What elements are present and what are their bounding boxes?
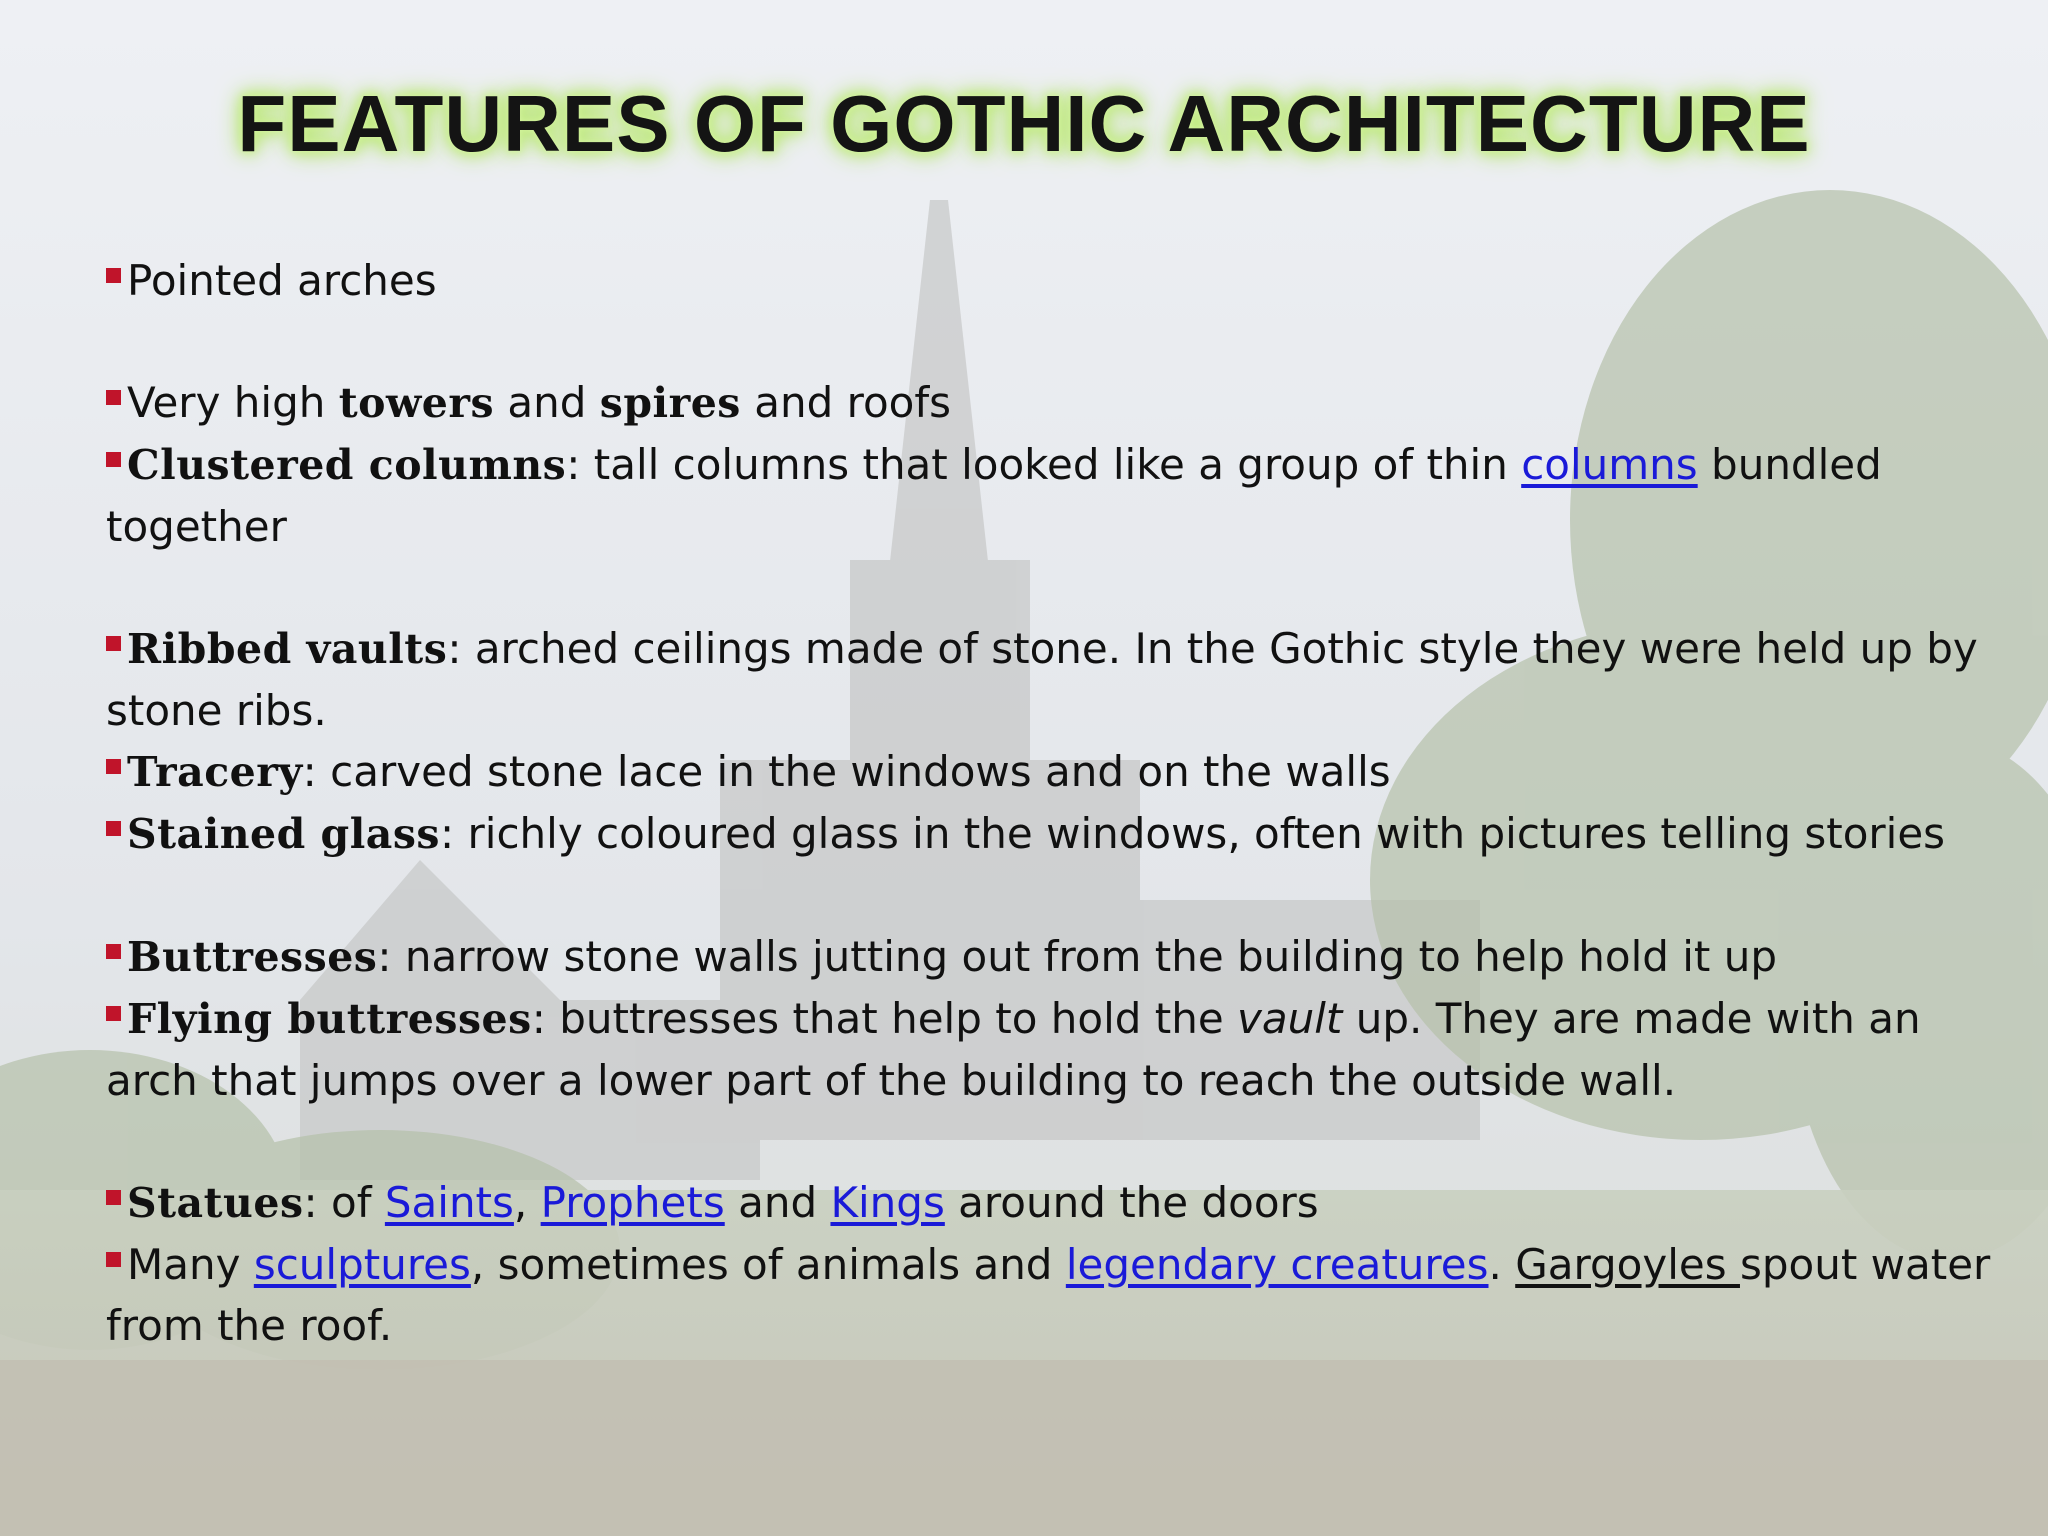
- bullet-icon: [106, 1006, 121, 1021]
- bullet-icon: [106, 759, 121, 774]
- term-clustered-columns: Clustered columns: [127, 441, 567, 489]
- list-item-pointed-arches: [106, 250, 2006, 311]
- saints-link[interactable]: Saints: [384, 1178, 514, 1227]
- list-item-sculptures: [106, 1234, 2006, 1356]
- term-statues: Statues: [127, 1179, 304, 1227]
- item-text: and roofs: [740, 378, 952, 427]
- gargoyles-text: Gargoyles: [1515, 1240, 1740, 1289]
- item-text: : of: [303, 1178, 385, 1227]
- list-item-tracery: [106, 741, 2006, 803]
- item-text: : buttresses that help to hold the: [531, 994, 1238, 1043]
- sculptures-link[interactable]: sculptures: [253, 1240, 471, 1289]
- prophets-link[interactable]: Prophets: [540, 1178, 725, 1227]
- term-ribbed-vaults: Ribbed vaults: [127, 625, 448, 673]
- term-spires: spires: [599, 379, 741, 427]
- slide-title: FEATURES OF GOTHIC ARCHITECTURE: [237, 79, 1811, 168]
- list-item-clustered-columns: [106, 434, 2006, 557]
- item-text: : narrow stone walls jutting out from the building to help hold it up: [377, 932, 1778, 981]
- item-text: : tall columns that looked like a group of thin: [566, 440, 1522, 489]
- legendary-creatures-link[interactable]: legendary creatures: [1065, 1240, 1489, 1289]
- list-item-statues: [106, 1172, 2006, 1234]
- item-text: up. They are made with an arch that jumps over a lower part of the building to reach the outside wall.: [106, 994, 1921, 1105]
- bullet-icon: [106, 636, 121, 651]
- item-text: and: [724, 1178, 831, 1227]
- kings-link[interactable]: Kings: [830, 1178, 945, 1227]
- item-text: ,: [513, 1178, 541, 1227]
- list-item-ribbed-vaults: [106, 618, 2006, 741]
- bullet-icon: [106, 390, 121, 405]
- item-text: and: [494, 378, 600, 427]
- item-text: .: [1488, 1240, 1516, 1289]
- bullet-icon: [106, 1190, 121, 1205]
- item-text: Pointed arches: [127, 256, 437, 305]
- item-text: , sometimes of animals and: [470, 1240, 1066, 1289]
- item-text: : richly coloured glass in the windows, often with pictures telling stories: [440, 809, 1946, 858]
- bullet-icon: [106, 1252, 121, 1267]
- bullet-icon: [106, 944, 121, 959]
- term-flying-buttresses: Flying buttresses: [127, 995, 532, 1043]
- list-item-buttresses: [106, 926, 2006, 988]
- item-text: around the doors: [944, 1178, 1319, 1227]
- item-text: : carved stone lace in the windows and on the walls: [302, 747, 1391, 796]
- item-text: Very high: [127, 378, 339, 427]
- bullet-icon: [106, 452, 121, 467]
- item-text: bundled together: [106, 440, 1882, 551]
- term-stained-glass: Stained glass: [127, 810, 440, 858]
- item-text: : arched ceilings made of stone. In the Gothic style they were held up by stone ribs.: [106, 624, 1978, 735]
- bullet-icon: [106, 821, 121, 836]
- vault-emphasis: vault: [1237, 994, 1343, 1043]
- list-item-towers-spires: [106, 372, 2006, 434]
- columns-link[interactable]: columns: [1521, 440, 1698, 489]
- feature-list: [106, 250, 2006, 1356]
- bullet-icon: [106, 268, 121, 283]
- term-buttresses: Buttresses: [127, 933, 378, 981]
- list-item-flying-buttresses: [106, 988, 2006, 1111]
- list-item-stained-glass: [106, 803, 2006, 865]
- item-text: Many: [127, 1240, 254, 1289]
- term-tracery: Tracery: [127, 748, 303, 796]
- item-text: spout water from the roof.: [106, 1240, 1991, 1350]
- term-towers: towers: [338, 379, 495, 427]
